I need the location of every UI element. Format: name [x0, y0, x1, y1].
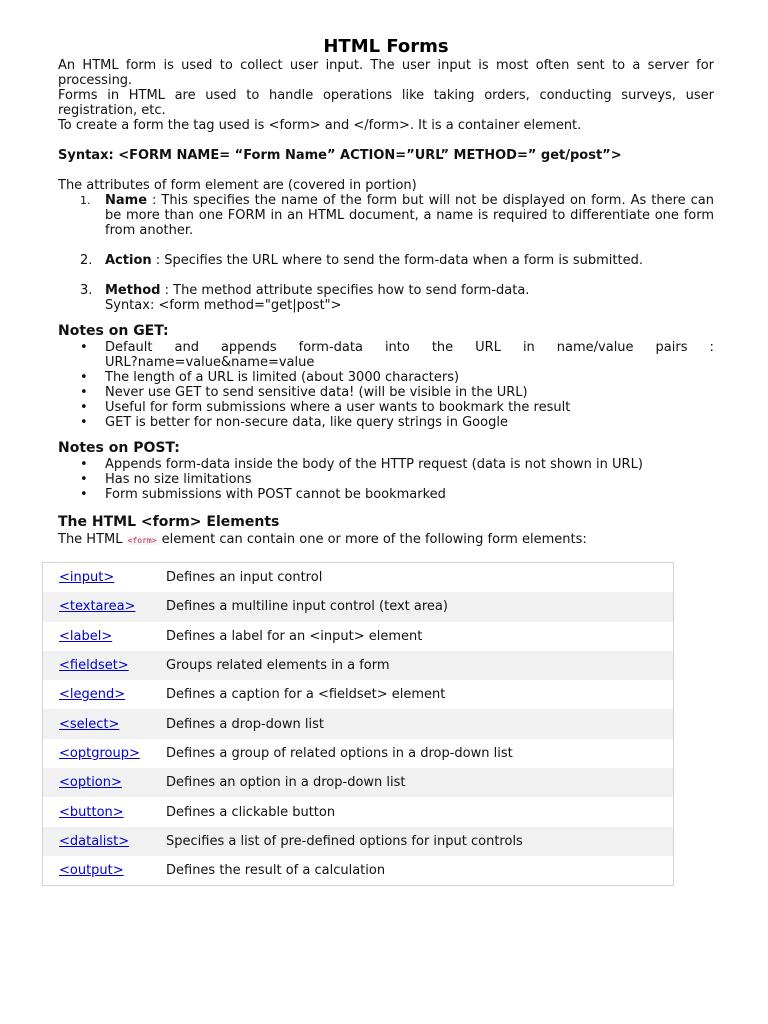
element-link-fieldset[interactable]: <fieldset> — [59, 658, 129, 674]
list-number: 2. — [80, 253, 93, 268]
attribute-item-action — [58, 253, 714, 268]
post-note-item: • Has no size limitations — [58, 472, 714, 487]
intro-section — [58, 58, 714, 133]
attribute-desc: Specifies the URL where to send the form-data when a form is submitted. — [164, 253, 643, 268]
description-cell: Defines an option in a drop-down list — [166, 768, 674, 797]
table-row — [43, 739, 674, 768]
attribute-item-method — [58, 283, 714, 313]
tag-cell — [43, 651, 167, 680]
intro-text-before: The HTML — [58, 532, 127, 547]
attribute-desc: The method attribute specifies how to send form-data. — [173, 283, 530, 298]
attribute-separator: : — [147, 193, 162, 208]
intro-paragraph-1: An HTML form is used to collect user input. The user input is most often sent to a server for processing. — [58, 58, 714, 88]
tag-cell — [43, 709, 167, 738]
table-row — [43, 827, 674, 856]
tag-cell — [43, 592, 167, 621]
table-row — [43, 709, 674, 738]
attributes-intro: The attributes of form element are (covered in portion) — [58, 178, 417, 193]
intro-paragraph-3: To create a form the tag used is <form> and </form>. It is a container element. — [58, 118, 582, 133]
tag-cell — [43, 827, 167, 856]
table-row — [43, 680, 674, 709]
description-cell: Defines an input control — [166, 570, 323, 586]
word: the — [431, 340, 454, 355]
tag-cell — [43, 680, 167, 709]
element-link-input[interactable]: <input> — [59, 570, 115, 586]
tag-cell — [43, 563, 167, 593]
element-link-textarea[interactable]: <textarea> — [59, 599, 136, 615]
description-cell: Defines a caption for a <fieldset> element — [166, 687, 446, 703]
tag-cell — [43, 797, 167, 826]
attributes-list — [58, 193, 714, 313]
description-cell: Defines a group of related options in a drop-down list — [166, 745, 513, 761]
element-link-datalist[interactable]: <datalist> — [59, 833, 130, 849]
description-cell: Defines a label for an <input> element — [166, 628, 423, 644]
word: in — [522, 340, 535, 355]
table-row — [43, 563, 674, 593]
form-elements-heading: The HTML <form> Elements — [58, 514, 280, 530]
attribute-item-name — [58, 193, 714, 238]
list-number: 3. — [80, 283, 93, 298]
form-elements-intro — [58, 532, 714, 548]
attribute-term: Action — [105, 253, 152, 268]
description-cell: Groups related elements in a form — [166, 651, 674, 680]
description-cell: Defines a clickable button — [166, 804, 336, 820]
tag-cell — [43, 622, 167, 651]
table-row — [43, 622, 674, 651]
table-row — [43, 651, 674, 680]
get-note-item: • Never use GET to send sensitive data! (will be visible in the URL) — [58, 385, 714, 400]
table-row — [43, 768, 674, 797]
post-notes-list — [58, 457, 714, 502]
word: into — [384, 340, 410, 355]
form-syntax: Syntax: <FORM NAME= “Form Name” ACTION=”URL” METHOD=” get/post”> — [58, 148, 622, 163]
word: name/value — [556, 340, 634, 355]
get-note-item: • The length of a URL is limited (about 3000 characters) — [58, 370, 714, 385]
get-note-item — [58, 340, 714, 370]
element-link-select[interactable]: <select> — [59, 716, 120, 732]
post-note-item: • Appends form-data inside the body of the HTTP request (data is not shown in URL) — [58, 457, 714, 472]
get-notes-heading: Notes on GET: — [58, 323, 169, 339]
element-link-label[interactable]: <label> — [59, 628, 113, 644]
tag-cell — [43, 768, 167, 797]
word: URL — [475, 340, 501, 355]
element-link-optgroup[interactable]: <optgroup> — [59, 745, 140, 761]
post-notes-heading: Notes on POST: — [58, 440, 180, 456]
intro-text-after: element can contain one or more of the following form elements: — [157, 532, 587, 547]
word: and — [174, 340, 199, 355]
get-notes-list — [58, 340, 714, 430]
list-number: 1. — [80, 194, 91, 207]
word: • Default — [105, 340, 153, 355]
description-cell: Defines a multiline input control (text area) — [166, 592, 674, 621]
description-cell: Defines the result of a calculation — [166, 863, 386, 879]
method-syntax: Syntax: <form method="get|post"> — [105, 298, 342, 313]
tag-cell — [43, 856, 167, 886]
get-note-spread-line — [105, 340, 714, 355]
table-row — [43, 856, 674, 886]
element-link-legend[interactable]: <legend> — [59, 687, 126, 703]
description-cell: Specifies a list of pre-defined options for input controls — [166, 827, 674, 856]
form-tag-code: <form> — [127, 536, 157, 545]
page-title: HTML Forms — [323, 36, 449, 57]
get-note-item: • GET is better for non-secure data, like query strings in Google — [58, 415, 714, 430]
attribute-separator: : — [160, 283, 174, 298]
attribute-separator: : — [151, 253, 165, 268]
table-row — [43, 592, 674, 621]
tag-cell — [43, 739, 167, 768]
word: appends — [220, 340, 277, 355]
post-note-item: • Form submissions with POST cannot be bookmarked — [58, 487, 714, 502]
table-row — [43, 797, 674, 826]
word: pairs — [655, 340, 688, 355]
element-link-button[interactable]: <button> — [59, 804, 124, 820]
document-page — [58, 36, 714, 548]
word: : — [709, 340, 714, 355]
word: form-data — [298, 340, 363, 355]
element-link-output[interactable]: <output> — [59, 863, 124, 879]
attribute-desc: This specifies the name of the form but will not be displayed on form. As there can be more than one FORM in an HTML document, a name is required to differentiate one form from another. — [105, 193, 714, 238]
attribute-term: Method — [105, 283, 161, 298]
element-link-option[interactable]: <option> — [59, 775, 122, 791]
form-elements-table — [42, 562, 674, 886]
get-note-item: • Useful for form submissions where a user wants to bookmark the result — [58, 400, 714, 415]
description-cell: Defines a drop-down list — [166, 709, 674, 738]
get-note-continuation: URL?name=value&name=value — [105, 355, 315, 370]
intro-paragraph-2: Forms in HTML are used to handle operations like taking orders, conducting surveys, user registration, etc. — [58, 88, 714, 118]
attribute-term: Name — [105, 193, 148, 208]
